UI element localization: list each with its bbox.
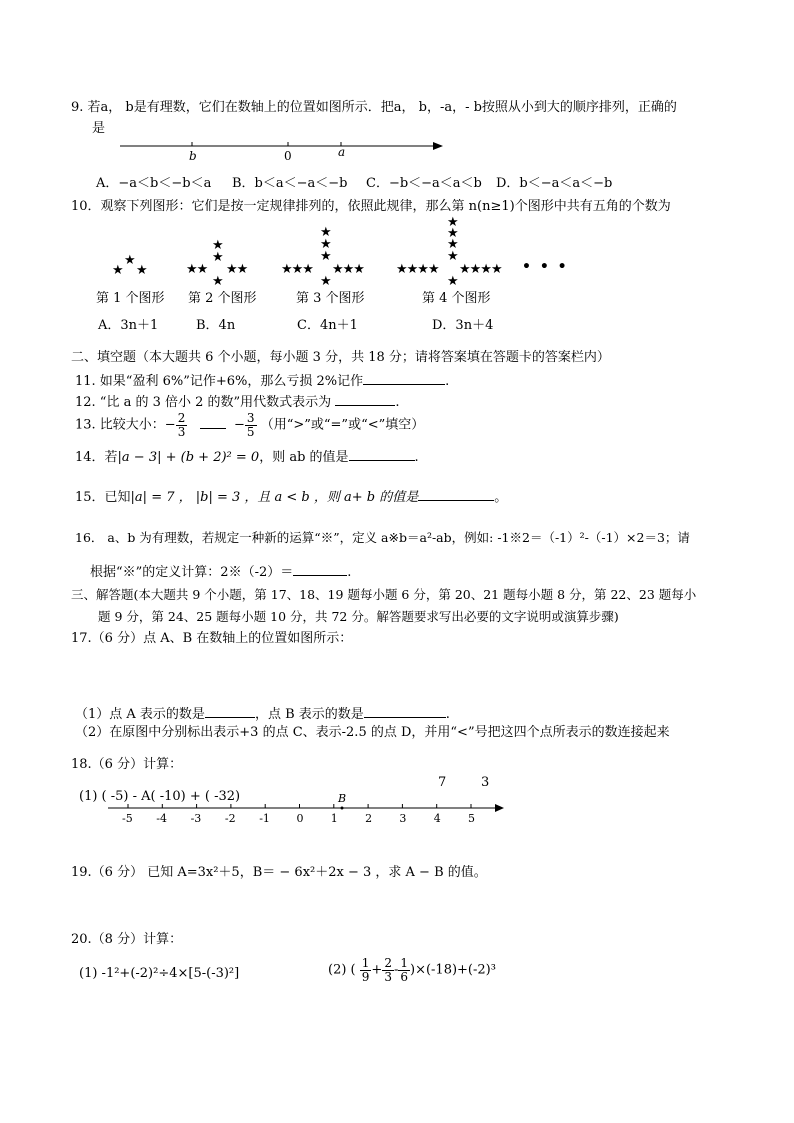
q17-part2: （2）在原图中分别标出表示+3 的点 C、表示-2.5 的点 D，并用“<”号把这四个点所表示的数连接起来	[75, 725, 670, 740]
star-row: ★★	[226, 262, 248, 277]
tick-label: -4	[156, 812, 168, 825]
q20-text: 20.（8 分）计算：	[71, 932, 183, 947]
q17-number-line	[100, 788, 510, 828]
star-icon: ★	[212, 250, 224, 265]
tick-label: 1	[330, 812, 338, 825]
q9-label-a: a	[338, 145, 346, 159]
star-icon: ★	[447, 226, 459, 241]
q16-line1: 16． a、b 为有理数，若规定一种新的运算“※”，定义 a※b＝a²-ab，例如: -1※2＝（-1）²-（-1）×2＝3；请	[75, 530, 690, 545]
point-b-dot	[341, 807, 344, 810]
tick-label: 5	[468, 812, 475, 825]
q14: 14．若|a − 3| + (b + 2)² = 0，则 ab 的值是 .	[75, 450, 419, 465]
q13: 13. 比较大小：− $\frac{2}{3}$ − $\frac{3}{5}$ （用“>”或“=”或“<”填空）	[75, 411, 425, 439]
q9-option-a: A．−a＜b＜−b＜a	[96, 176, 212, 191]
q19-text: 19.（6 分） 已知 A=3x²＋5，B＝ − 6x²＋2x − 3 ，求 A − B 的值。	[71, 865, 487, 880]
q10-option-d: D．3n＋4	[432, 318, 494, 333]
section2-heading: 二、填空题（本大题共 6 个小题，每小题 3 分，共 18 分；请将答案填在答题卡的答案栏内）	[71, 350, 610, 365]
q10-caption-1: 第 1 个图形	[96, 291, 165, 306]
q20-part1: (1) -1²+(-2)²÷4×[5-(-3)²]	[79, 966, 240, 981]
tick-label: -2	[224, 812, 236, 825]
q10-caption-3: 第 3 个图形	[296, 291, 365, 306]
q17-part1: （1）点 A 表示的数是 ，点 B 表示的数是 .	[75, 707, 450, 722]
section3-heading-line1: 三、解答题(本大题共 9 个小题，第 17、18、19 题每小题 6 分，第 20、21 题每小题 8 分，第 22、23 题每小	[71, 587, 697, 602]
q10-caption-4: 第 4 个图形	[422, 291, 491, 306]
star-row: ★★★	[281, 262, 313, 277]
q12: 12. “比 a 的 3 倍小 2 的数”用代数式表示为 .	[75, 395, 400, 410]
q18-top-fragment-3: 3	[481, 775, 490, 790]
q9-label-zero: 0	[284, 149, 292, 163]
q17-text: 17.（6 分）点 A、B 在数轴上的位置如图所示：	[71, 631, 353, 646]
tick-label: 4	[433, 812, 441, 825]
q10-caption-2: 第 2 个图形	[188, 291, 257, 306]
star-row: ★★	[186, 262, 208, 277]
tick-label: -5	[122, 812, 133, 825]
star-icon: ★	[112, 263, 124, 278]
q10-option-c: C．4n＋1	[297, 318, 358, 333]
q9-option-d: D．b＜−a＜a＜−b	[496, 176, 613, 191]
point-b-label: B	[338, 792, 347, 805]
tick-label: 3	[399, 812, 407, 825]
tick-label: -1	[259, 812, 270, 825]
q10-text: 10．观察下列图形：它们是按一定规律排列的，依照此规律，那么第 n(n≥1)个图形中共有五角的个数为	[71, 199, 671, 214]
star-row: ★★★	[332, 262, 364, 277]
tick-label: -3	[190, 812, 202, 825]
q9-text-cont: 是	[92, 121, 106, 136]
q10-option-b: B．4n	[196, 318, 236, 333]
q20-part2: (2) ( $\frac{1}{9}$ + $\frac{2}{3}$ - $\frac{1}{6}$ )×(-18)+(-2)³	[328, 956, 496, 984]
q18-top-fragment-7: 7	[438, 775, 447, 790]
q16-line2: 根据“※”的定义计算：2※（-2）＝ .	[90, 565, 352, 580]
star-row: ★★★★	[396, 262, 439, 277]
star-icon: ★	[212, 274, 224, 289]
star-icon: ★	[320, 249, 332, 264]
q11: 11. 如果“盈利 6%”记作+6%，那么亏损 2%记作 .	[75, 374, 450, 389]
star-icon: ★	[320, 274, 332, 289]
tick-label: 0	[296, 812, 304, 825]
q9-option-c: C．−b＜−a＜a＜b	[366, 176, 482, 191]
q10-option-a: A．3n＋1	[98, 318, 159, 333]
q18-expression: (1) ( -5) - A( -10) + ( -32)	[79, 789, 241, 804]
star-icon: ★	[447, 215, 459, 230]
star-icon: ★	[212, 238, 224, 253]
q9-label-b: b	[189, 149, 197, 163]
q18-text: 18.（6 分）计算：	[71, 757, 183, 772]
star-icon: ★	[447, 237, 459, 252]
star-icon: ★	[320, 225, 332, 240]
q9-number-line	[115, 138, 445, 164]
q15: 15．已知|a| = 7 ， |b| = 3 ，且 a < b ，则 a+ b 的值是 。	[75, 490, 508, 505]
star-row: ★★★★	[459, 262, 502, 277]
star-icon: ★	[447, 274, 459, 289]
section3-heading-line2: 题 9 分，第 24、25 题每小题 10 分，共 72 分。解答题要求写出必要的文字说明或演算步骤)	[98, 609, 619, 624]
star-icon: ★	[124, 253, 136, 268]
star-icon: ★	[320, 237, 332, 252]
q10-ellipsis: • • •	[522, 259, 569, 275]
q9-option-b: B．b＜a＜−a＜−b	[232, 176, 348, 191]
tick-label: 2	[365, 812, 373, 825]
star-icon: ★	[447, 249, 459, 264]
q9-text: 9. 若a， b是有理数，它们在数轴上的位置如图所示．把a， b，-a，- b按照从小到大的顺序排列，正确的	[71, 100, 677, 115]
star-icon: ★	[136, 263, 148, 278]
